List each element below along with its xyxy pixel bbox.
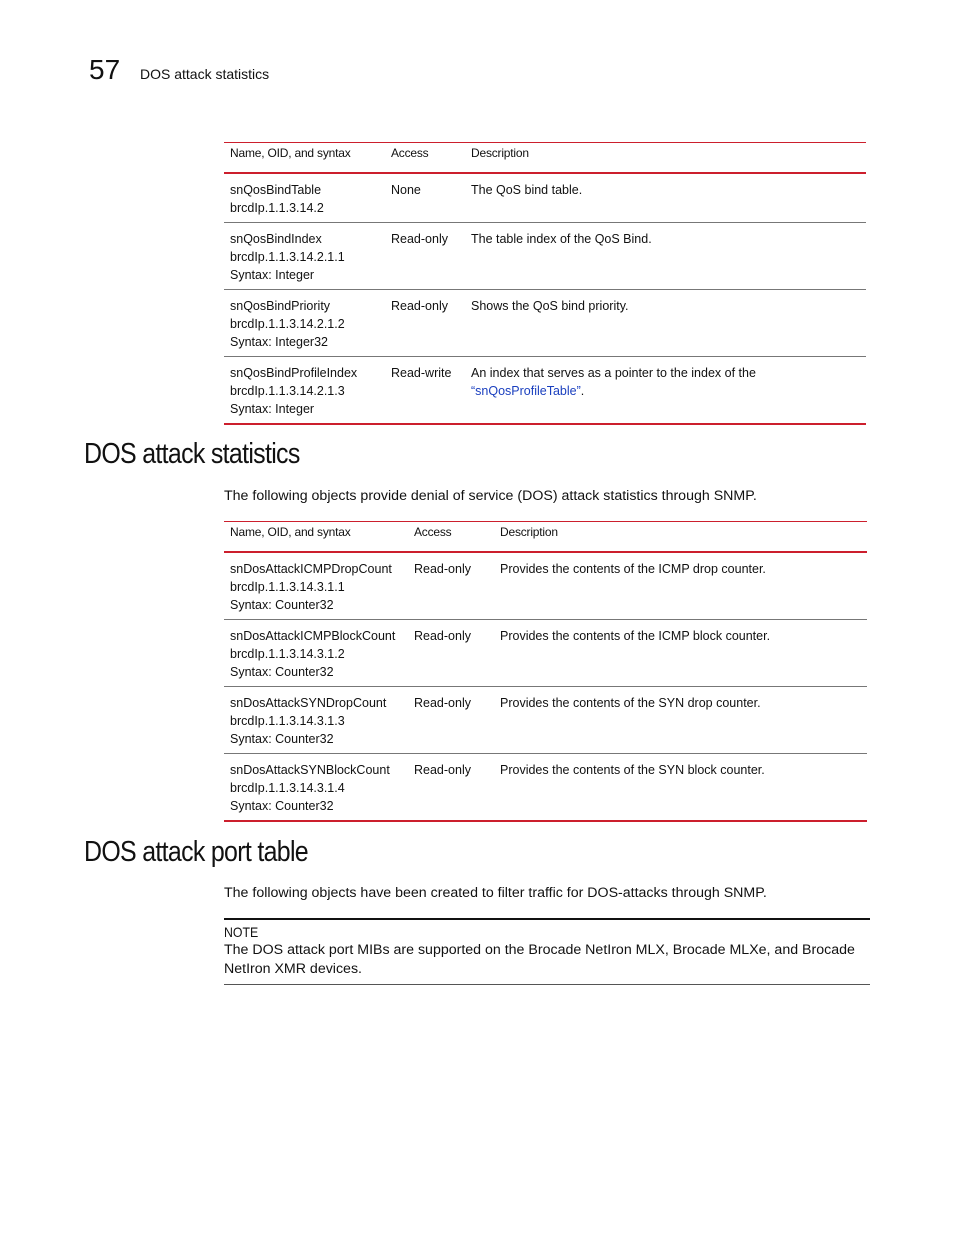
access-cell: Read-only — [385, 223, 465, 290]
object-oid: brcdIp.1.1.3.14.3.1.1 — [230, 580, 345, 594]
object-name-cell — [224, 754, 408, 822]
object-syntax: Syntax: Integer — [230, 402, 315, 416]
object-oid: brcdIp.1.1.3.14.3.1.4 — [230, 781, 345, 795]
object-oid: brcdIp.1.1.3.14.3.1.3 — [230, 714, 345, 728]
note-title: NOTE — [224, 924, 259, 940]
object-oid: brcdIp.1.1.3.14.2.1.1 — [230, 250, 345, 264]
object-oid: brcdIp.1.1.3.14.2.1.2 — [230, 317, 345, 331]
description-cell — [465, 357, 866, 425]
column-header-description: Description — [494, 522, 867, 553]
object-syntax: Syntax: Counter32 — [230, 732, 334, 746]
object-name: snDosAttackICMPBlockCount — [230, 629, 396, 643]
object-name-cell — [224, 687, 408, 754]
description-cell: Provides the contents of the ICMP block counter. — [494, 620, 867, 687]
table-row — [224, 552, 867, 620]
access-cell: Read-only — [408, 552, 494, 620]
profile-table-link[interactable]: “snQosProfileTable” — [471, 384, 581, 398]
object-name: snDosAttackSYNDropCount — [230, 696, 387, 710]
column-header-name: Name, OID, and syntax — [224, 522, 408, 553]
object-oid: brcdIp.1.1.3.14.2.1.3 — [230, 384, 345, 398]
description-cell: The QoS bind table. — [465, 173, 866, 223]
object-name: snQosBindProfileIndex — [230, 366, 358, 380]
object-syntax: Syntax: Integer — [230, 268, 315, 282]
qos-bind-table — [224, 142, 866, 425]
note-box — [224, 918, 870, 985]
table-row — [224, 290, 866, 357]
description-text: An index that serves as a pointer to the index of the — [471, 366, 756, 380]
running-title: DOS attack statistics — [140, 66, 270, 82]
object-name: snQosBindTable — [230, 183, 322, 197]
column-header-access: Access — [408, 522, 494, 553]
dos-statistics-intro: The following objects provide denial of service (DOS) attack statistics through SNMP. — [224, 488, 757, 504]
object-oid: brcdIp.1.1.3.14.2 — [230, 201, 324, 215]
object-name: snDosAttackSYNBlockCount — [230, 763, 390, 777]
object-syntax: Syntax: Integer32 — [230, 335, 328, 349]
table-row — [224, 754, 867, 822]
object-name: snQosBindIndex — [230, 232, 322, 246]
object-name: snQosBindPriority — [230, 299, 331, 313]
description-cell: Provides the contents of the SYN drop counter. — [494, 687, 867, 754]
dos-statistics-heading: DOS attack statistics — [84, 438, 300, 470]
column-header-access: Access — [385, 143, 465, 174]
description-cell: Provides the contents of the ICMP drop counter. — [494, 552, 867, 620]
object-syntax: Syntax: Counter32 — [230, 598, 334, 612]
object-name-cell — [224, 552, 408, 620]
column-header-description: Description — [465, 143, 866, 174]
table-row — [224, 223, 866, 290]
note-text: The DOS attack port MIBs are supported on the Brocade NetIron MLX, Brocade MLXe, and Brocade NetIron XMR devices. — [224, 942, 855, 977]
object-name-cell — [224, 620, 408, 687]
table-row — [224, 687, 867, 754]
description-cell: Shows the QoS bind priority. — [465, 290, 866, 357]
dos-statistics-table — [224, 521, 867, 822]
description-tail: . — [580, 384, 585, 398]
table-header-row — [224, 143, 866, 174]
column-header-name: Name, OID, and syntax — [224, 143, 385, 174]
chapter-number: 57 — [89, 54, 121, 85]
access-cell: Read-only — [408, 754, 494, 822]
access-cell: Read-write — [385, 357, 465, 425]
description-link-line — [471, 382, 860, 400]
object-oid: brcdIp.1.1.3.14.3.1.2 — [230, 647, 345, 661]
access-cell: None — [385, 173, 465, 223]
access-cell: Read-only — [385, 290, 465, 357]
access-cell: Read-only — [408, 620, 494, 687]
object-name-cell — [224, 223, 385, 290]
description-cell: The table index of the QoS Bind. — [465, 223, 866, 290]
table-row — [224, 357, 866, 425]
object-syntax: Syntax: Counter32 — [230, 799, 334, 813]
table-header-row — [224, 522, 867, 553]
object-name-cell — [224, 290, 385, 357]
dos-port-table-heading: DOS attack port table — [84, 836, 308, 868]
description-cell: Provides the contents of the SYN block counter. — [494, 754, 867, 822]
dos-port-table-intro: The following objects have been created to filter traffic for DOS-attacks through SNMP. — [224, 885, 767, 901]
table-row — [224, 620, 867, 687]
table-row — [224, 173, 866, 223]
object-name-cell — [224, 357, 385, 425]
object-syntax: Syntax: Counter32 — [230, 665, 334, 679]
object-name-cell — [224, 173, 385, 223]
object-name: snDosAttackICMPDropCount — [230, 562, 392, 576]
access-cell: Read-only — [408, 687, 494, 754]
